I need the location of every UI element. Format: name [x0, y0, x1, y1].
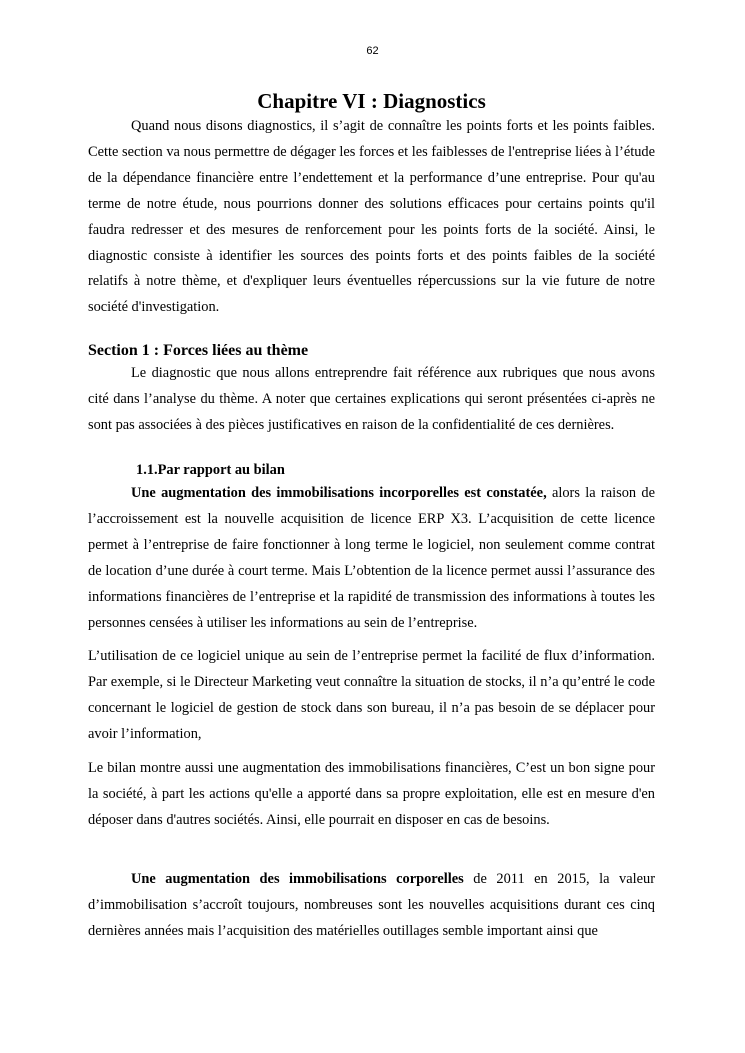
subsection-title: 1.1.Par rapport au bilan	[136, 461, 285, 478]
paragraph-immobilisations-incorporelles	[88, 481, 655, 636]
paragraph-text: de 2011 en 2015, la valeur d’immobilisation s’accroît toujours, nombreuses sont les nouvelles acquisitions durant ces cinq dernières années mais l’acquisition des matérielles outillages semble important ainsi que	[88, 870, 655, 939]
chapter-title: Chapitre VI : Diagnostics	[257, 89, 486, 113]
paragraph-immobilisations-corporelles	[88, 867, 655, 945]
section-intro-paragraph: Le diagnostic que nous allons entreprendre fait référence aux rubriques que nous avons cité dans l’analyse du thème. A noter que certaines explications qui seront présentées ci-après ne sont pas associées à des pièces justificatives en raison de la confidentialité de ces dernières.	[88, 365, 655, 434]
intro-paragraph: Quand nous disons diagnostics, il s’agit de connaître les points forts et les points faibles. Cette section va nous permettre de dégager les forces et les faiblesses de l'entreprise liées à l’étude de la dépendance financière entre l’endettement et la performance d’une entreprise. Pour qu'au terme de notre étude, nous pourrions donner des solutions efficaces pour certains points qu'il faudra redresser et des mesures de renforcement pour les points forts de la société. Ainsi, le diagnostic consiste à identifier les sources des points forts et des points faibles de la société relatifs à notre thème, et d'expliquer leurs éventuelles répercussions sur la vie future de notre société d'investigation.	[88, 118, 655, 316]
page-number: 62	[366, 45, 379, 57]
paragraph-text: alors la raison de l’accroissement est la nouvelle acquisition de licence ERP X3. L’acquisition de cette licence permet à l’entreprise de faire fonctionner à long terme le logiciel, non seulement comme contrat de location d’une durée à court terme. Mais L’obtention de la licence permet aussi l’assurance des informations financières de l’entreprise et la rapidité de transmission des informations à toutes les personnes censées à utiliser les informations au sein de l’entreprise.	[88, 484, 655, 631]
paragraph-logiciel: L’utilisation de ce logiciel unique au sein de l’entreprise permet la facilité de flux d’information. Par exemple, si le Directeur Marketing veut connaître la situation de stocks, il n’a qu’entré le code concernant le logiciel de gestion de stock dans son bureau, il n’a pas besoin de se déplacer pour avoir l’information,	[88, 648, 655, 743]
paragraph-immobilisations-financieres: Le bilan montre aussi une augmentation des immobilisations financières, C’est un bon signe pour la société, à part les actions qu'elle a apporté dans sa propre exploitation, elle est en mesure d'en déposer dans d'autres sociétés. Ainsi, elle pourrait en disposer en cas de besoins.	[88, 760, 655, 828]
document-body	[88, 88, 655, 944]
bold-lead: Une augmentation des immobilisations corporelles	[131, 870, 464, 887]
bold-lead: Une augmentation des immobilisations incorporelles est constatée,	[131, 484, 547, 501]
section-title: Section 1 : Forces liées au thème	[88, 342, 309, 360]
